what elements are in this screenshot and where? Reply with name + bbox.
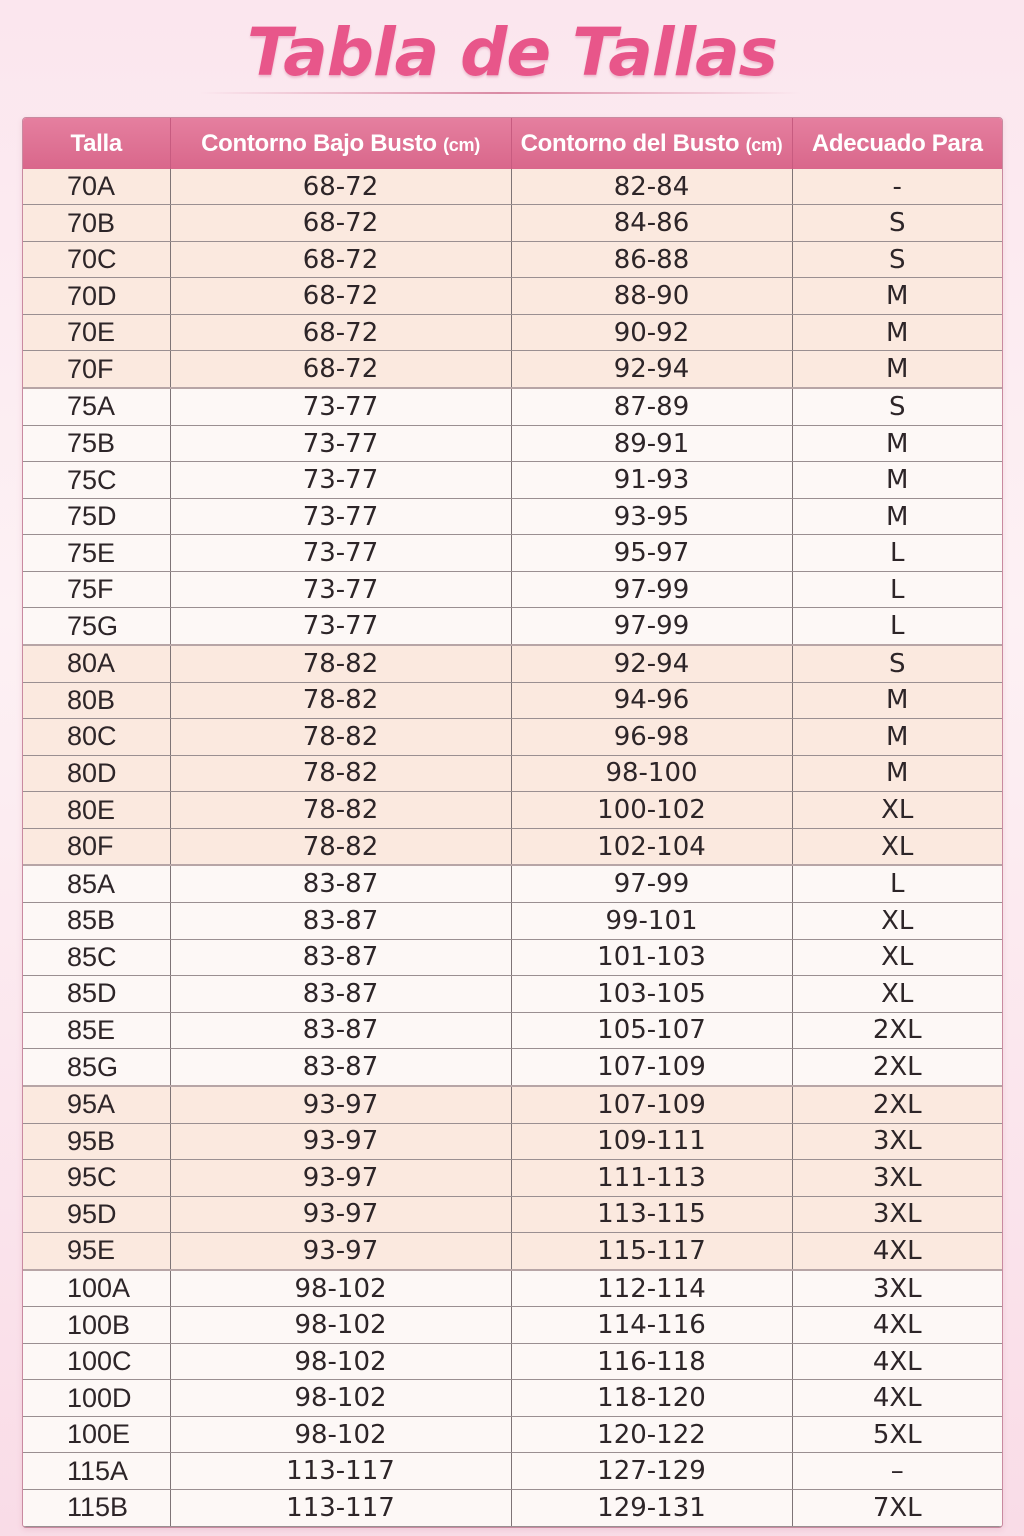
cell-adecuado: S (792, 645, 1002, 682)
cell-adecuado: 4XL (792, 1380, 1002, 1417)
cell-talla: 95E (23, 1233, 170, 1270)
table-row (23, 939, 1002, 976)
table-row (23, 1270, 1002, 1307)
table-row (23, 169, 1002, 205)
header-busto-label: Contorno del Busto (520, 129, 740, 157)
cell-bajo-busto: 73-77 (170, 608, 511, 645)
cell-adecuado: L (792, 608, 1002, 645)
cell-adecuado: XL (792, 976, 1002, 1013)
cell-busto: 97-99 (511, 571, 792, 608)
cell-bajo-busto: 73-77 (170, 535, 511, 572)
cell-busto: 84-86 (511, 205, 792, 242)
cell-busto: 88-90 (511, 278, 792, 315)
cell-busto: 97-99 (511, 608, 792, 645)
header-adecuado-label: Adecuado Para (811, 129, 983, 157)
cell-bajo-busto: 73-77 (170, 462, 511, 499)
cell-adecuado: M (792, 314, 1002, 351)
table-row (23, 241, 1002, 278)
cell-busto: 92-94 (511, 645, 792, 682)
cell-talla: 85C (23, 939, 170, 976)
cell-busto: 105-107 (511, 1012, 792, 1049)
cell-talla: 80E (23, 792, 170, 829)
cell-bajo-busto: 98-102 (170, 1270, 511, 1307)
cell-busto: 115-117 (511, 1233, 792, 1270)
cell-talla: 115B (23, 1489, 170, 1526)
cell-bajo-busto: 83-87 (170, 903, 511, 940)
table-row (23, 351, 1002, 388)
cell-bajo-busto: 78-82 (170, 755, 511, 792)
table-row (23, 719, 1002, 756)
cell-talla: 75B (23, 425, 170, 462)
cell-bajo-busto: 98-102 (170, 1416, 511, 1453)
table-row (23, 1307, 1002, 1344)
cell-bajo-busto: 73-77 (170, 388, 511, 425)
cell-talla: 70A (23, 169, 170, 205)
cell-bajo-busto: 78-82 (170, 682, 511, 719)
cell-busto: 100-102 (511, 792, 792, 829)
cell-busto: 112-114 (511, 1270, 792, 1307)
size-table (23, 118, 1002, 1527)
cell-busto: 101-103 (511, 939, 792, 976)
cell-busto: 127-129 (511, 1453, 792, 1490)
cell-busto: 120-122 (511, 1416, 792, 1453)
table-body (23, 169, 1002, 1527)
table-row (23, 608, 1002, 645)
cell-talla: 70D (23, 278, 170, 315)
cell-busto: 99-101 (511, 903, 792, 940)
table-row (23, 976, 1002, 1013)
cell-adecuado: XL (792, 828, 1002, 865)
cell-adecuado: 5XL (792, 1416, 1002, 1453)
cell-talla: 100C (23, 1343, 170, 1380)
cell-busto: 102-104 (511, 828, 792, 865)
cell-talla: 80B (23, 682, 170, 719)
cell-bajo-busto: 73-77 (170, 425, 511, 462)
cell-talla: 95A (23, 1086, 170, 1123)
cell-bajo-busto: 68-72 (170, 169, 511, 205)
cell-talla: 70C (23, 241, 170, 278)
cell-talla: 75E (23, 535, 170, 572)
header-busto-unit: (cm) (745, 134, 783, 155)
cell-bajo-busto: 68-72 (170, 314, 511, 351)
table-row (23, 1453, 1002, 1490)
cell-talla: 85E (23, 1012, 170, 1049)
cell-adecuado: 4XL (792, 1343, 1002, 1380)
table-row (23, 1380, 1002, 1417)
cell-bajo-busto: 83-87 (170, 865, 511, 902)
cell-bajo-busto: 93-97 (170, 1086, 511, 1123)
cell-busto: 98-100 (511, 755, 792, 792)
cell-adecuado: S (792, 388, 1002, 425)
cell-talla: 70F (23, 351, 170, 388)
cell-bajo-busto: 78-82 (170, 645, 511, 682)
table-row (23, 571, 1002, 608)
table-row (23, 278, 1002, 315)
table-row (23, 388, 1002, 425)
table-row (23, 792, 1002, 829)
cell-adecuado: XL (792, 939, 1002, 976)
cell-busto: 90-92 (511, 314, 792, 351)
table-row (23, 865, 1002, 902)
cell-adecuado: 3XL (792, 1270, 1002, 1307)
cell-adecuado: M (792, 425, 1002, 462)
cell-adecuado: M (792, 351, 1002, 388)
header-adecuado (792, 118, 1002, 169)
cell-talla: 85G (23, 1049, 170, 1086)
cell-adecuado: M (792, 755, 1002, 792)
table-row (23, 1012, 1002, 1049)
cell-adecuado: S (792, 205, 1002, 242)
table-row (23, 1123, 1002, 1160)
cell-adecuado: L (792, 535, 1002, 572)
cell-busto: 86-88 (511, 241, 792, 278)
header-bajo-busto-label: Contorno Bajo Busto (201, 129, 437, 157)
table-row (23, 462, 1002, 499)
cell-bajo-busto: 83-87 (170, 976, 511, 1013)
cell-busto: 89-91 (511, 425, 792, 462)
cell-talla: 75C (23, 462, 170, 499)
cell-talla: 80C (23, 719, 170, 756)
table-row (23, 1086, 1002, 1123)
page-title: Tabla de Tallas (247, 14, 777, 91)
cell-busto: 91-93 (511, 462, 792, 499)
cell-adecuado: - (792, 169, 1002, 205)
table-row (23, 903, 1002, 940)
cell-bajo-busto: 98-102 (170, 1343, 511, 1380)
cell-talla: 85A (23, 865, 170, 902)
table-row (23, 755, 1002, 792)
cell-talla: 75D (23, 498, 170, 535)
cell-talla: 95D (23, 1196, 170, 1233)
cell-adecuado: 4XL (792, 1307, 1002, 1344)
cell-adecuado: XL (792, 903, 1002, 940)
cell-talla: 75F (23, 571, 170, 608)
header-bajo-busto-unit: (cm) (443, 134, 480, 155)
cell-adecuado: M (792, 462, 1002, 499)
cell-adecuado: L (792, 571, 1002, 608)
table-row (23, 1233, 1002, 1270)
cell-bajo-busto: 68-72 (170, 351, 511, 388)
cell-bajo-busto: 73-77 (170, 498, 511, 535)
cell-talla: 95C (23, 1160, 170, 1197)
cell-busto: 116-118 (511, 1343, 792, 1380)
cell-talla: 70B (23, 205, 170, 242)
cell-busto: 93-95 (511, 498, 792, 535)
cell-talla: 85B (23, 903, 170, 940)
cell-adecuado: 2XL (792, 1012, 1002, 1049)
cell-busto: 96-98 (511, 719, 792, 756)
cell-talla: 80A (23, 645, 170, 682)
header-talla (23, 118, 170, 169)
cell-adecuado: L (792, 865, 1002, 902)
cell-bajo-busto: 68-72 (170, 205, 511, 242)
cell-bajo-busto: 73-77 (170, 571, 511, 608)
cell-adecuado: S (792, 241, 1002, 278)
cell-adecuado: M (792, 719, 1002, 756)
table-row (23, 498, 1002, 535)
cell-busto: 118-120 (511, 1380, 792, 1417)
cell-bajo-busto: 93-97 (170, 1233, 511, 1270)
cell-adecuado: M (792, 278, 1002, 315)
cell-bajo-busto: 68-72 (170, 241, 511, 278)
cell-talla: 100D (23, 1380, 170, 1417)
cell-bajo-busto: 78-82 (170, 828, 511, 865)
cell-busto: 107-109 (511, 1086, 792, 1123)
cell-busto: 97-99 (511, 865, 792, 902)
cell-bajo-busto: 93-97 (170, 1160, 511, 1197)
cell-adecuado: XL (792, 792, 1002, 829)
cell-busto: 94-96 (511, 682, 792, 719)
cell-busto: 113-115 (511, 1196, 792, 1233)
cell-bajo-busto: 98-102 (170, 1380, 511, 1417)
cell-talla: 85D (23, 976, 170, 1013)
table-row (23, 425, 1002, 462)
cell-adecuado: 4XL (792, 1233, 1002, 1270)
cell-talla: 80D (23, 755, 170, 792)
cell-busto: 103-105 (511, 976, 792, 1013)
cell-bajo-busto: 83-87 (170, 939, 511, 976)
cell-adecuado: 2XL (792, 1049, 1002, 1086)
cell-busto: 114-116 (511, 1307, 792, 1344)
cell-adecuado: 3XL (792, 1160, 1002, 1197)
cell-talla: 100B (23, 1307, 170, 1344)
cell-bajo-busto: 78-82 (170, 719, 511, 756)
table-row (23, 205, 1002, 242)
table-row (23, 682, 1002, 719)
cell-adecuado: 2XL (792, 1086, 1002, 1123)
cell-talla: 80F (23, 828, 170, 865)
cell-busto: 82-84 (511, 169, 792, 205)
cell-busto: 111-113 (511, 1160, 792, 1197)
cell-bajo-busto: 98-102 (170, 1307, 511, 1344)
table-row (23, 1160, 1002, 1197)
size-table-container (22, 117, 1003, 1528)
header-busto (511, 118, 792, 169)
table-row (23, 314, 1002, 351)
cell-busto: 109-111 (511, 1123, 792, 1160)
cell-adecuado: M (792, 498, 1002, 535)
table-row (23, 535, 1002, 572)
cell-adecuado: 3XL (792, 1196, 1002, 1233)
header-bajo-busto (170, 118, 511, 169)
cell-talla: 100E (23, 1416, 170, 1453)
cell-talla: 100A (23, 1270, 170, 1307)
cell-talla: 75A (23, 388, 170, 425)
cell-bajo-busto: 83-87 (170, 1049, 511, 1086)
cell-talla: 95B (23, 1123, 170, 1160)
table-row (23, 828, 1002, 865)
cell-bajo-busto: 93-97 (170, 1123, 511, 1160)
cell-busto: 107-109 (511, 1049, 792, 1086)
table-row (23, 1416, 1002, 1453)
table-row (23, 1196, 1002, 1233)
cell-bajo-busto: 78-82 (170, 792, 511, 829)
header-talla-label: Talla (70, 129, 122, 157)
cell-talla: 75G (23, 608, 170, 645)
cell-bajo-busto: 93-97 (170, 1196, 511, 1233)
table-row (23, 1343, 1002, 1380)
cell-talla: 115A (23, 1453, 170, 1490)
title-divider (200, 92, 800, 94)
cell-adecuado: M (792, 682, 1002, 719)
cell-talla: 70E (23, 314, 170, 351)
cell-adecuado: 7XL (792, 1489, 1002, 1526)
table-row (23, 1489, 1002, 1526)
table-header-row (23, 118, 1002, 169)
cell-busto: 95-97 (511, 535, 792, 572)
cell-busto: 92-94 (511, 351, 792, 388)
cell-busto: 129-131 (511, 1489, 792, 1526)
cell-bajo-busto: 113-117 (170, 1489, 511, 1526)
cell-adecuado: 3XL (792, 1123, 1002, 1160)
cell-bajo-busto: 68-72 (170, 278, 511, 315)
cell-bajo-busto: 83-87 (170, 1012, 511, 1049)
cell-bajo-busto: 113-117 (170, 1453, 511, 1490)
table-row (23, 645, 1002, 682)
cell-adecuado: – (792, 1453, 1002, 1490)
cell-busto: 87-89 (511, 388, 792, 425)
table-row (23, 1049, 1002, 1086)
